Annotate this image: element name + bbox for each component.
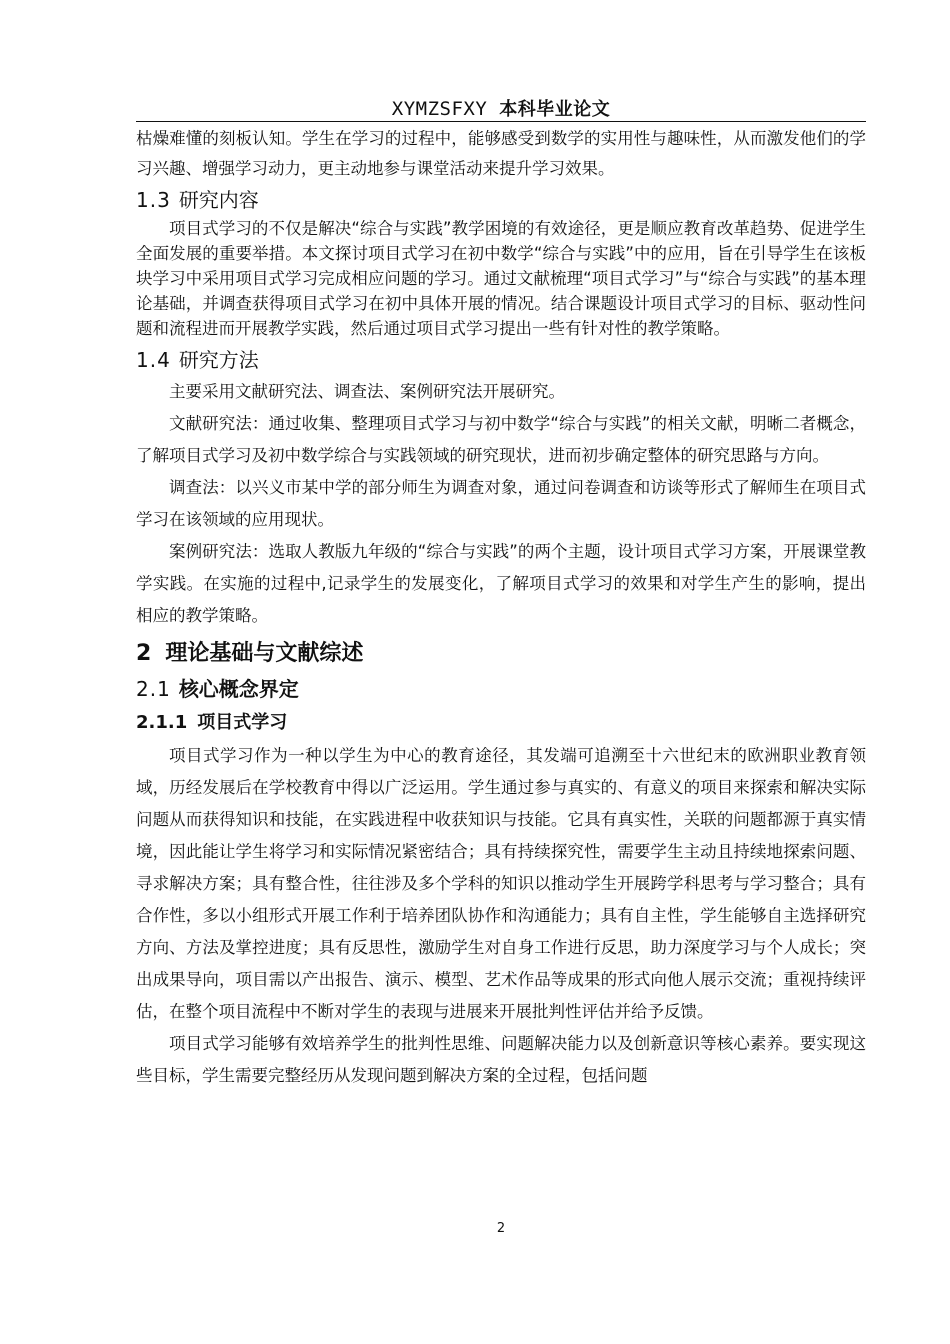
section-number: 1.3 xyxy=(136,188,171,212)
page-body xyxy=(136,124,866,1092)
header-title: 本科毕业论文 xyxy=(499,99,611,120)
subsection-title: 项目式学习 xyxy=(197,712,288,733)
chapter-number: 2 xyxy=(136,641,152,666)
paragraph: 项目式学习能够有效培养学生的批判性思维、问题解决能力以及创新意识等核心素养。要实现这些目标，学生需要完整经历从发现问题到解决方案的全过程，包括问题 xyxy=(136,1034,866,1085)
section-title: 核心概念界定 xyxy=(178,677,299,701)
paragraph: 主要采用文献研究法、调查法、案例研究法开展研究。 xyxy=(169,382,565,401)
paragraph: 项目式学习的不仅是解决“综合与实践”教学困境的有效途径，更是顺应教育改革趋势、促进学生全面发展的重要举措。本文探讨项目式学习在初中数学“综合与实践”中的应用，旨在引导学生在该板块学习中采用项目式学习完成相应问题的学习。通过文献梳理“项目式学习”与“综合与实践”的基本理论基础，并调查获得项目式学习在初中具体开展的情况。结合课题设计项目式学习的目标、驱动性问题和流程进而开展教学实践，然后通过项目式学习提出一些有针对性的教学策略。 xyxy=(136,219,866,338)
page-header xyxy=(136,96,866,124)
section-title: 研究内容 xyxy=(178,188,259,212)
section-number: 2.1 xyxy=(136,677,171,701)
subsection-number: 2.1.1 xyxy=(136,712,188,733)
chapter-title: 理论基础与文献综述 xyxy=(165,641,364,666)
section-heading-1-3 xyxy=(136,184,866,216)
chapter-heading-2 xyxy=(136,636,866,672)
section-heading-2-1 xyxy=(136,672,866,706)
header-prefix: XYMZSFXY xyxy=(391,98,488,120)
paragraph: 调查法：以兴义市某中学的部分师生为调查对象，通过问卷调查和访谈等形式了解师生在项目式学习在该领域的应用现状。 xyxy=(136,478,866,529)
section-number: 1.4 xyxy=(136,348,171,372)
subsection-heading-2-1-1 xyxy=(136,706,866,740)
section-heading-1-4 xyxy=(136,344,866,376)
paragraph: 项目式学习作为一种以学生为中心的教育途径，其发端可追溯至十六世纪末的欧洲职业教育领域，历经发展后在学校教育中得以广泛运用。学生通过参与真实的、有意义的项目来探索和解决实际问题从而获得知识和技能，在实践进程中收获知识与技能。它具有真实性，关联的问题都源于真实情境，因此能让学生将学习和实际情况紧密结合；具有持续探究性，需要学生主动且持续地探索问题、寻求解决方案；具有整合性，往往涉及多个学科的知识以推动学生开展跨学科思考与学习整合；具有合作性，多以小组形式开展工作利于培养团队协作和沟通能力；具有自主性，学生能够自主选择研究方向、方法及掌控进度；具有反思性，激励学生对自身工作进行反思，助力深度学习与个人成长；突出成果导向，项目需以产出报告、演示、模型、艺术作品等成果的形式向他人展示交流；重视持续评估，在整个项目流程中不断对学生的表现与进展来开展批判性评估并给予反馈。 xyxy=(136,746,866,1021)
paragraph: 枯燥难懂的刻板认知。学生在学习的过程中，能够感受到数学的实用性与趣味性，从而激发他们的学习兴趣、增强学习动力，更主动地参与课堂活动来提升学习效果。 xyxy=(136,129,866,178)
page-number: 2 xyxy=(496,1221,506,1236)
header-divider xyxy=(136,121,866,122)
paragraph: 案例研究法：选取人教版九年级的“综合与实践”的两个主题，设计项目式学习方案，开展课堂教学实践。在实施的过程中,记录学生的发展变化，了解项目式学习的效果和对学生产生的影响，提出相应的教学策略。 xyxy=(136,542,866,625)
section-title: 研究方法 xyxy=(178,348,259,372)
paragraph: 文献研究法：通过收集、整理项目式学习与初中数学“综合与实践”的相关文献，明晰二者概念，了解项目式学习及初中数学综合与实践领域的研究现状，进而初步确定整体的研究思路与方向。 xyxy=(136,414,866,465)
